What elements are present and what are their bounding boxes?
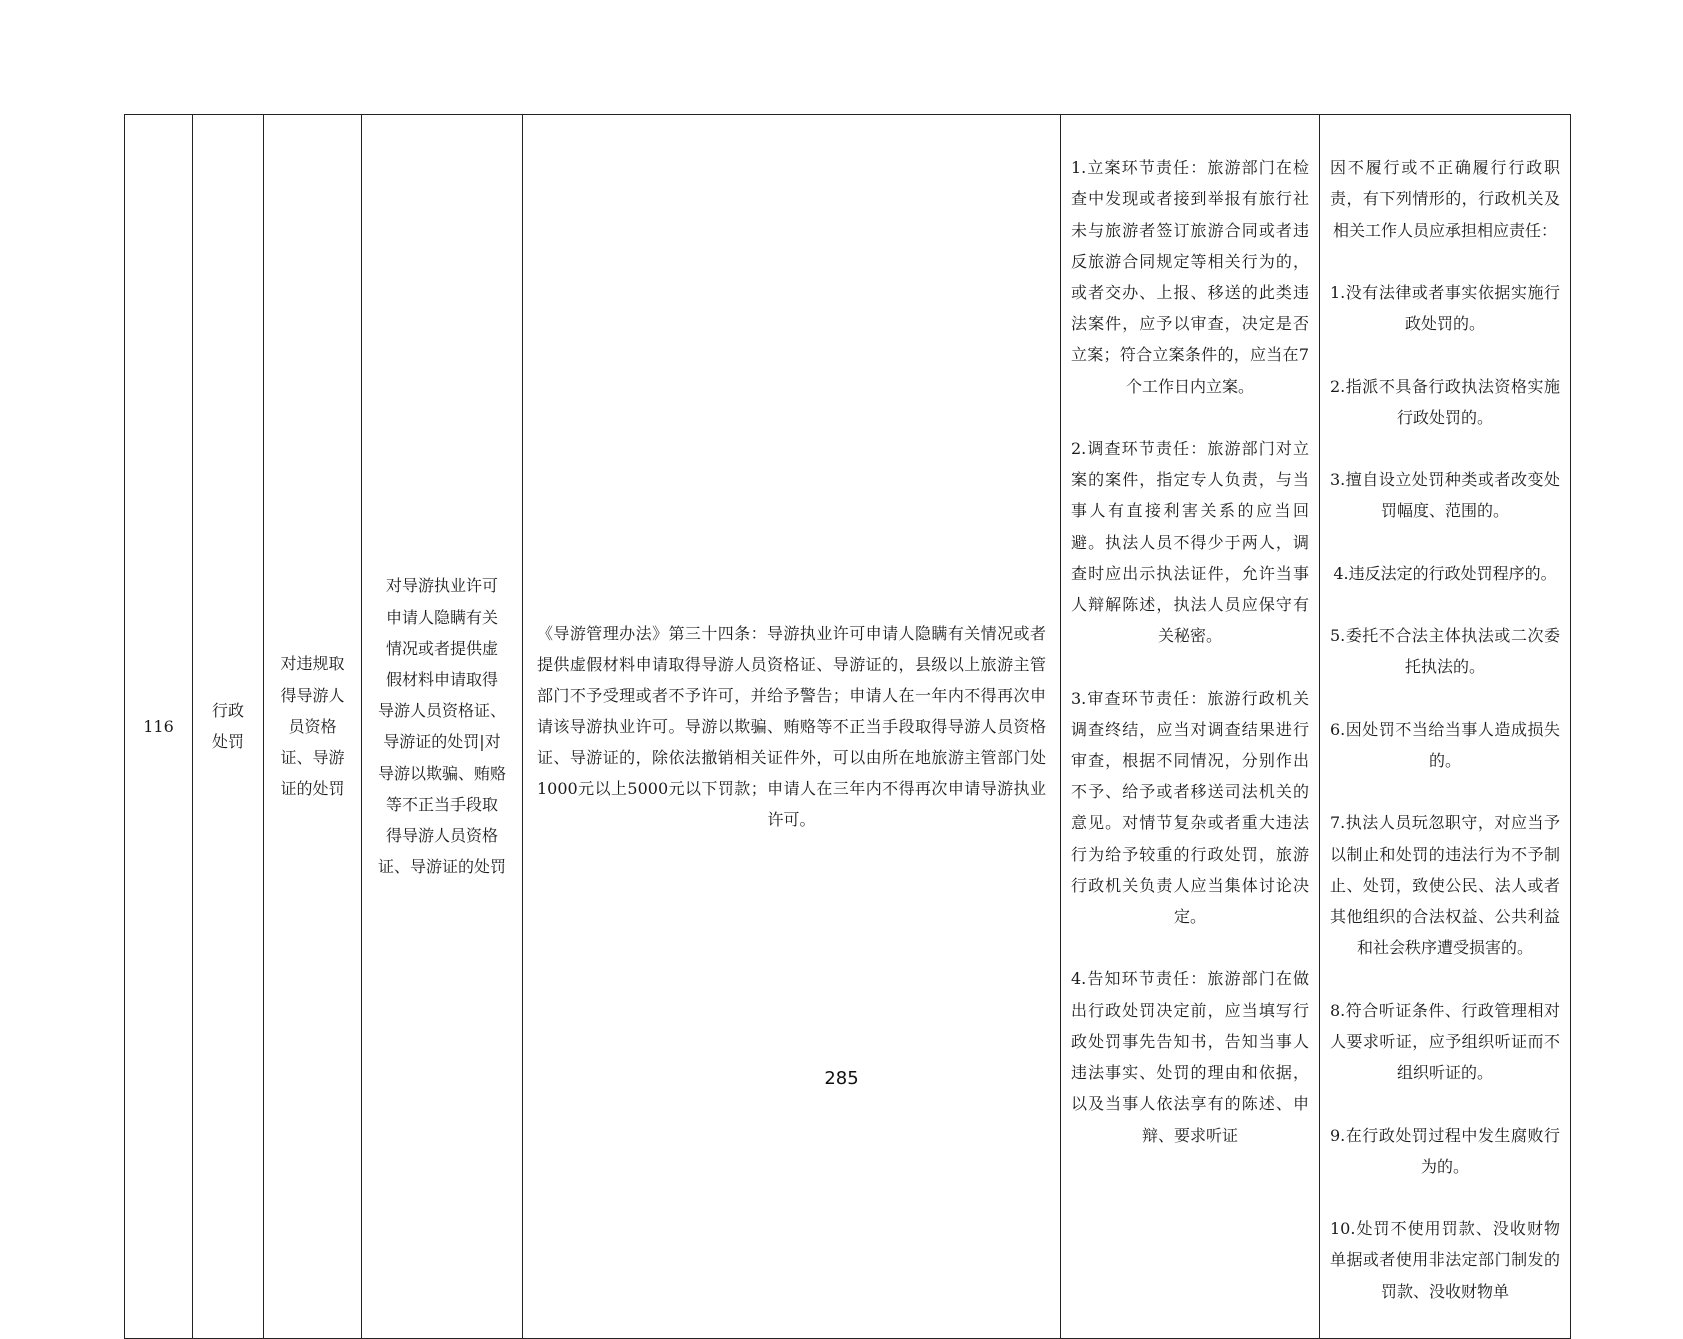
duty-paragraph: 1.立案环节责任：旅游部门在检查中发现或者接到举报有旅行社未与旅游者签订旅游合同或者违反旅游合同规定等相关行为的，或者交办、上报、移送的此类违法案件，应予以审查，决定是否立案；符合立案条件的，应当在7个工作日内立案。 (1071, 158, 1309, 396)
duty-paragraph: 3.审查环节责任：旅游行政机关调查终结，应当对调查结果进行审查，根据不同情况，分别作出不予、给予或者移送司法机关的意见。对情节复杂或者重大违法行为给予较重的行政处罚，旅游行政机关负责人应当集体讨论决定。 (1071, 688, 1309, 927)
item-name-cell (264, 115, 362, 1339)
legal-basis-cell (523, 115, 1061, 1339)
duties-cell (1061, 115, 1320, 1339)
accountability-paragraph: 9.在行政处罚过程中发生腐败行为的。 (1330, 1125, 1560, 1176)
duty-paragraph: 4.告知环节责任：旅游部门在做出行政处罚决定前，应当填写行政处罚事先告知书，告知当事人违法事实、处罚的理由和依据，以及当事人依法享有的陈述、申辩、要求听证 (1071, 969, 1309, 1145)
accountability-paragraph: 5.委托不合法主体执法或二次委托执法的。 (1330, 626, 1560, 677)
page-number: 285 (824, 1068, 859, 1089)
power-category: 行政 处罚 (211, 701, 244, 752)
item-name: 对违规取 得导游人 员资格 证、导游 证的处罚 (280, 654, 345, 799)
table-row (125, 115, 1571, 1339)
accountability-cell (1320, 115, 1571, 1339)
accountability-paragraph: 2.指派不具备行政执法资格实施行政处罚的。 (1330, 376, 1560, 427)
accountability-paragraph: 3.擅自设立处罚种类或者改变处罚幅度、范围的。 (1330, 470, 1560, 521)
category-cell (193, 115, 264, 1339)
legal-basis-text: 《导游管理办法》第三十四条：导游执业许可申请人隐瞒有关情况或者提供虚假材料申请取得导游人员资格证、导游证的，县级以上旅游主管部门不予受理或者不予许可，并给予警告；申请人在一年内不得再次申请该导游执业许可。导游以欺骗、贿赂等不正当手段取得导游人员资格证、导游证的，除依法撤销相关证件外，可以由所在地旅游主管部门处1000元以上5000元以下罚款；申请人在三年内不得再次申请导游执业许可。 (537, 623, 1046, 829)
accountability-paragraph: 6.因处罚不当给当事人造成损失的。 (1330, 719, 1560, 771)
accountability-paragraph: 7.执法人员玩忽职守，对应当予以制止和处罚的违法行为不予制止、处罚，致使公民、法人或者其他组织的合法权益、公共利益和社会秩序遭受损害的。 (1330, 813, 1560, 958)
accountability-paragraph: 8.符合听证条件、行政管理相对人要求听证，应予组织听证而不组织听证的。 (1330, 1000, 1560, 1083)
row-number-cell (125, 115, 193, 1339)
accountability-paragraph: 1.没有法律或者事实依据实施行政处罚的。 (1330, 283, 1560, 334)
authority-table (124, 114, 1571, 1339)
sub-item-name: 对导游执业许可 申请人隐瞒有关 情况或者提供虚 假材料申请取得 导游人员资格证、 导游证的处罚|对 导游以欺骗、贿赂 等不正当手段取 得导游人员资格 证、导游证的处罚 (377, 576, 506, 877)
accountability-paragraph: 10.处罚不使用罚款、没收财物单据或者使用非法定部门制发的罚款、没收财物单 (1330, 1219, 1560, 1301)
accountability-paragraph: 因不履行或不正确履行行政职责，有下列情形的，行政机关及相关工作人员应承担相应责任： (1330, 158, 1560, 240)
row-number: 116 (143, 716, 174, 736)
sub-item-cell (362, 115, 523, 1339)
duty-paragraph: 2.调查环节责任：旅游部门对立案的案件，指定专人负责，与当事人有直接利害关系的应当回避。执法人员不得少于两人，调查时应出示执法证件，允许当事人辩解陈述，执法人员应保守有关秘密。 (1071, 439, 1309, 646)
accountability-paragraph: 4.违反法定的行政处罚程序的。 (1333, 563, 1557, 583)
